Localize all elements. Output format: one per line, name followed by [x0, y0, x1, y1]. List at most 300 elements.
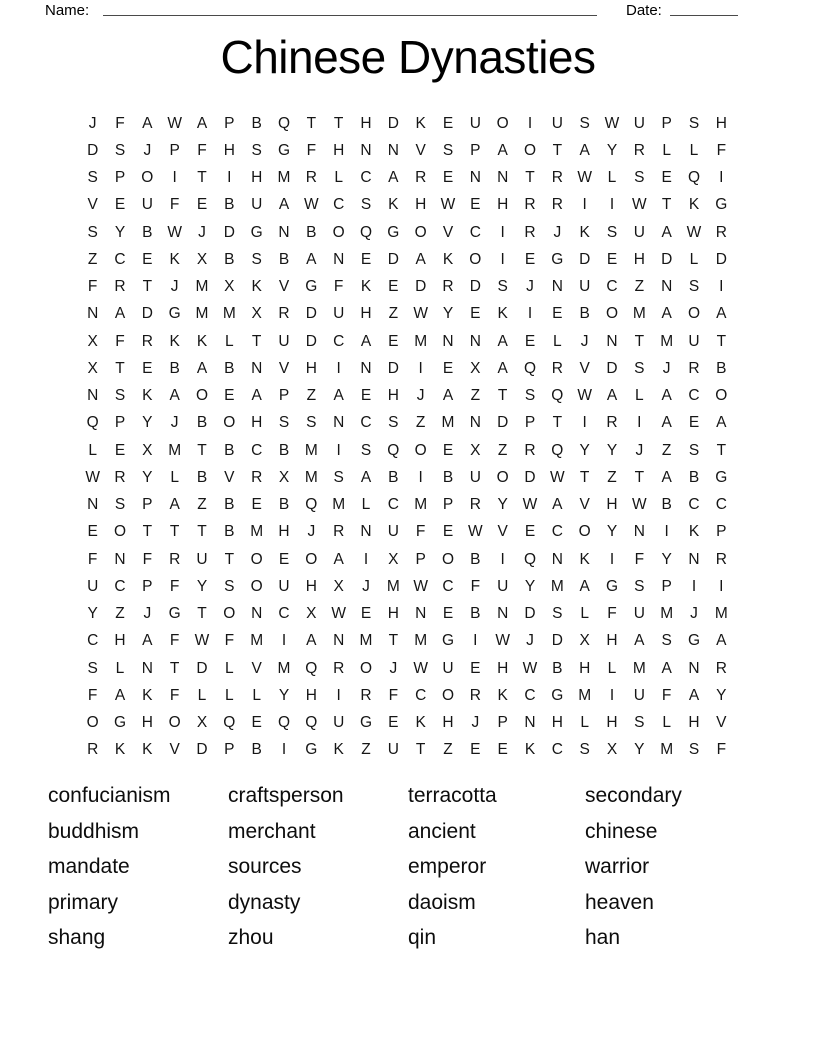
grid-cell: M	[359, 632, 373, 650]
grid-cell: N	[633, 523, 645, 541]
grid-cell: U	[442, 659, 454, 677]
grid-cell: A	[497, 359, 508, 377]
grid-cell: V	[497, 523, 508, 541]
grid-cell: Z	[415, 414, 426, 432]
grid-cell: F	[661, 686, 672, 704]
grid-cell: O	[359, 659, 373, 677]
grid-cell: W	[577, 169, 592, 187]
grid-cell: Z	[634, 278, 645, 296]
grid-cell: E	[470, 196, 481, 214]
grid-cell: S	[114, 387, 126, 405]
grid-cell: I	[582, 196, 587, 214]
grid-cell: R	[688, 359, 700, 377]
grid-cell: O	[414, 441, 427, 459]
grid-cell: V	[278, 278, 290, 296]
grid-cell: C	[469, 223, 481, 241]
grid-cell: Y	[606, 523, 618, 541]
grid-cell: I	[719, 169, 724, 187]
grid-cell: W	[495, 632, 510, 650]
grid-cell: W	[85, 468, 100, 486]
grid-cell: N	[333, 250, 345, 268]
grid-cell: G	[168, 605, 181, 623]
grid-cell: G	[551, 250, 564, 268]
grid-cell: B	[196, 414, 208, 432]
grid-cell: I	[336, 686, 341, 704]
grid-cell: K	[360, 278, 372, 296]
grid-cell: X	[142, 441, 153, 459]
grid-cell: O	[605, 305, 619, 323]
grid-cell: E	[442, 169, 454, 187]
grid-cell: M	[414, 496, 428, 514]
grid-cell: E	[114, 441, 126, 459]
grid-cell: N	[688, 659, 700, 677]
grid-cell: A	[579, 577, 590, 595]
grid-cell: D	[606, 359, 618, 377]
grid-cell: E	[470, 659, 481, 677]
word-list-column	[48, 778, 171, 956]
grid-cell: R	[87, 741, 99, 759]
grid-cell: W	[440, 196, 456, 214]
grid-cell: E	[470, 305, 481, 323]
grid-cell: Y	[634, 741, 645, 759]
grid-cell: O	[578, 523, 591, 541]
grid-cell: A	[688, 686, 700, 704]
word-list-item: daoism	[408, 890, 476, 914]
grid-cell: I	[527, 305, 533, 323]
grid-cell: N	[114, 550, 126, 568]
grid-cell: T	[197, 441, 207, 459]
grid-cell: D	[551, 632, 563, 650]
grid-cell: S	[634, 169, 645, 187]
grid-cell: N	[442, 332, 454, 350]
grid-cell: C	[114, 577, 126, 595]
grid-cell: N	[688, 550, 700, 568]
grid-cell: R	[141, 332, 153, 350]
grid-cell: S	[306, 414, 317, 432]
grid-cell: Y	[87, 605, 98, 623]
grid-cell: A	[661, 223, 672, 241]
grid-cell: S	[579, 114, 590, 132]
grid-cell: A	[579, 141, 590, 159]
grid-cell: L	[662, 141, 671, 159]
grid-cell: J	[526, 632, 534, 650]
grid-cell: T	[552, 141, 563, 159]
grid-cell: J	[170, 414, 179, 432]
grid-cell: T	[142, 278, 153, 296]
grid-cell: P	[224, 741, 235, 759]
grid-cell: M	[578, 686, 592, 704]
grid-cell: C	[551, 523, 563, 541]
grid-cell: Y	[142, 414, 153, 432]
grid-cell: S	[114, 496, 126, 514]
grid-cell: N	[360, 141, 372, 159]
grid-cell: G	[277, 141, 291, 159]
grid-cell: H	[606, 632, 618, 650]
grid-cell: K	[442, 250, 454, 268]
grid-cell: G	[387, 223, 400, 241]
grid-cell: R	[715, 550, 727, 568]
grid-cell: D	[305, 332, 317, 350]
grid-cell: N	[497, 169, 509, 187]
grid-cell: I	[527, 114, 533, 132]
grid-cell: A	[251, 387, 262, 405]
grid-cell: A	[278, 196, 290, 214]
grid-cell: I	[336, 359, 341, 377]
grid-cell: H	[497, 659, 509, 677]
grid-cell: O	[168, 714, 181, 732]
grid-cell: I	[363, 550, 369, 568]
grid-cell: S	[634, 714, 645, 732]
grid-cell: S	[251, 141, 262, 159]
grid-cell: A	[497, 332, 508, 350]
grid-cell: N	[87, 387, 99, 405]
grid-cell: R	[524, 196, 536, 214]
grid-cell: E	[278, 550, 290, 568]
grid-cell: L	[252, 686, 261, 704]
grid-cell: A	[634, 632, 645, 650]
grid-cell: N	[551, 278, 563, 296]
grid-cell: K	[142, 686, 153, 704]
grid-cell: S	[661, 632, 672, 650]
grid-cell: S	[552, 605, 563, 623]
grid-cell: W	[632, 196, 647, 214]
grid-cell: T	[716, 332, 727, 350]
grid-cell: U	[278, 332, 290, 350]
grid-cell: X	[224, 278, 235, 296]
grid-cell: W	[331, 605, 346, 623]
grid-cell: K	[388, 196, 399, 214]
grid-cell: N	[469, 332, 481, 350]
grid-cell: E	[114, 196, 126, 214]
grid-cell: J	[143, 605, 152, 623]
grid-cell: O	[223, 414, 236, 432]
grid-cell: B	[142, 223, 153, 241]
grid-cell: A	[196, 359, 208, 377]
grid-cell: K	[169, 250, 180, 268]
grid-cell: W	[604, 114, 620, 132]
grid-cell: T	[142, 523, 153, 541]
grid-cell: R	[251, 468, 263, 486]
word-list	[0, 778, 816, 968]
grid-cell: O	[86, 714, 99, 732]
grid-cell: R	[524, 441, 536, 459]
grid-cell: T	[197, 605, 207, 623]
grid-cell: A	[360, 332, 372, 350]
grid-cell: S	[579, 741, 590, 759]
grid-cell: C	[387, 496, 399, 514]
grid-cell: O	[113, 523, 127, 541]
grid-cell: J	[362, 577, 370, 595]
grid-cell: A	[661, 468, 672, 486]
grid-cell: A	[442, 387, 454, 405]
grid-cell: N	[387, 141, 399, 159]
grid-cell: B	[470, 605, 481, 623]
grid-cell: Q	[305, 659, 318, 677]
grid-cell: W	[577, 387, 592, 405]
grid-cell: R	[415, 169, 427, 187]
grid-cell: H	[141, 714, 153, 732]
grid-cell: T	[497, 387, 508, 405]
grid-cell: D	[223, 223, 235, 241]
grid-cell: F	[169, 632, 180, 650]
grid-cell: V	[251, 659, 262, 677]
grid-cell: Q	[387, 441, 400, 459]
grid-cell: U	[141, 196, 153, 214]
grid-cell: N	[524, 714, 536, 732]
grid-cell: D	[387, 250, 399, 268]
grid-cell: T	[525, 169, 535, 187]
grid-cell: J	[389, 659, 398, 677]
grid-cell: T	[415, 741, 426, 759]
name-label: Name:	[45, 2, 90, 19]
grid-cell: A	[661, 659, 672, 677]
word-list-item: confucianism	[48, 784, 171, 807]
grid-cell: D	[415, 278, 427, 296]
grid-cell: C	[524, 686, 536, 704]
grid-cell: S	[360, 196, 372, 214]
word-list-item: buddhism	[48, 819, 140, 843]
grid-cell: S	[688, 114, 700, 132]
grid-cell: M	[386, 577, 400, 595]
grid-cell: A	[169, 496, 180, 514]
grid-cell: R	[715, 659, 727, 677]
grid-cell: A	[142, 114, 153, 132]
grid-cell: Y	[606, 441, 618, 459]
grid-cell: I	[336, 441, 341, 459]
grid-cell: K	[415, 114, 426, 132]
grid-cell: H	[606, 496, 618, 514]
grid-cell: S	[688, 278, 700, 296]
grid-cell: X	[579, 632, 590, 650]
grid-cell: V	[415, 141, 426, 159]
grid-cell: U	[196, 550, 208, 568]
grid-cell: V	[579, 359, 590, 377]
grid-cell: A	[415, 250, 426, 268]
grid-cell: W	[413, 305, 428, 323]
grid-cell: T	[169, 523, 180, 541]
grid-cell: H	[579, 659, 591, 677]
grid-cell: C	[606, 278, 618, 296]
grid-cell: Z	[197, 496, 207, 514]
grid-cell: E	[442, 441, 454, 459]
grid-cell: M	[714, 605, 728, 623]
grid-cell: V	[716, 714, 727, 732]
grid-cell: M	[168, 441, 182, 459]
grid-cell: D	[196, 741, 208, 759]
grid-cell: Q	[277, 714, 291, 732]
grid-cell: E	[388, 714, 399, 732]
grid-cell: Z	[497, 441, 508, 459]
grid-cell: S	[688, 441, 700, 459]
grid-cell: N	[141, 659, 153, 677]
grid-cell: F	[169, 196, 180, 214]
grid-cell: T	[224, 550, 235, 568]
grid-cell: E	[661, 169, 672, 187]
grid-cell: D	[387, 114, 399, 132]
grid-cell: W	[304, 196, 319, 214]
grid-cell: Y	[524, 577, 536, 595]
grid-cell: I	[500, 250, 505, 268]
grid-cell: F	[87, 550, 98, 568]
grid-cell: E	[251, 496, 262, 514]
grid-cell: I	[281, 632, 287, 650]
grid-cell: G	[168, 305, 181, 323]
grid-cell: E	[470, 741, 481, 759]
grid-cell: H	[387, 605, 399, 623]
grid-cell: N	[360, 359, 372, 377]
grid-cell: P	[142, 496, 153, 514]
grid-cell: F	[716, 141, 727, 159]
grid-cell: P	[415, 550, 426, 568]
grid-cell: X	[388, 550, 399, 568]
grid-cell: C	[333, 332, 345, 350]
grid-cell: Z	[443, 741, 453, 759]
grid-cell: X	[87, 359, 98, 377]
grid-cell: E	[442, 114, 454, 132]
word-list-item: ancient	[408, 819, 476, 843]
grid-cell: C	[442, 577, 454, 595]
grid-cell: S	[224, 577, 235, 595]
grid-cell: O	[469, 250, 482, 268]
grid-cell: D	[715, 250, 727, 268]
grid-cell: S	[251, 250, 262, 268]
grid-cell: J	[635, 441, 644, 459]
grid-cell: Z	[361, 741, 371, 759]
grid-cell: D	[469, 278, 481, 296]
grid-cell: V	[87, 196, 98, 214]
grid-cell: F	[634, 550, 645, 568]
grid-cell: M	[414, 332, 428, 350]
grid-cell: X	[306, 605, 317, 623]
grid-cell: I	[582, 414, 587, 432]
grid-cell: L	[662, 714, 671, 732]
grid-cell: E	[196, 196, 208, 214]
grid-cell: G	[441, 632, 455, 650]
grid-cell: H	[114, 632, 126, 650]
grid-cell: T	[251, 332, 262, 350]
grid-cell: I	[719, 278, 724, 296]
grid-cell: W	[167, 114, 182, 132]
grid-cell: M	[632, 659, 646, 677]
grid-cell: D	[87, 141, 99, 159]
grid-cell: M	[414, 632, 428, 650]
grid-cell: H	[415, 196, 427, 214]
grid-cell: M	[632, 305, 646, 323]
grid-cell: B	[224, 441, 235, 459]
grid-cell: Q	[551, 441, 564, 459]
grid-cell: P	[169, 141, 180, 159]
grid-cell: B	[224, 359, 235, 377]
grid-cell: T	[197, 523, 207, 541]
grid-cell: R	[114, 468, 126, 486]
grid-cell: Z	[661, 441, 672, 459]
grid-cell: V	[169, 741, 180, 759]
grid-cell: T	[634, 468, 645, 486]
grid-cell: B	[388, 468, 399, 486]
grid-cell: Q	[277, 114, 291, 132]
grid-cell: H	[360, 114, 372, 132]
grid-cell: A	[306, 632, 317, 650]
grid-cell: D	[661, 250, 673, 268]
grid-cell: H	[606, 714, 618, 732]
grid-cell: K	[579, 550, 590, 568]
grid-cell: G	[305, 741, 318, 759]
grid-cell: Q	[523, 359, 537, 377]
grid-cell: O	[332, 223, 345, 241]
grid-cell: E	[224, 387, 235, 405]
grid-cell: Q	[305, 714, 318, 732]
grid-cell: R	[333, 659, 345, 677]
word-list-item: shang	[48, 926, 106, 950]
grid-cell: E	[442, 359, 454, 377]
grid-cell: N	[278, 223, 290, 241]
grid-cell: F	[87, 686, 98, 704]
grid-cell: P	[442, 496, 454, 514]
grid-cell: L	[225, 686, 234, 704]
grid-cell: K	[497, 305, 508, 323]
grid-cell: Z	[87, 250, 98, 268]
grid-cell: C	[333, 196, 345, 214]
grid-cell: U	[87, 577, 99, 595]
grid-cell: E	[360, 250, 372, 268]
grid-cell: U	[251, 196, 263, 214]
grid-cell: W	[522, 496, 538, 514]
grid-cell: C	[360, 169, 372, 187]
grid-cell: B	[470, 550, 481, 568]
grid-cell: Z	[470, 387, 481, 405]
grid-cell: H	[333, 141, 345, 159]
grid-cell: F	[224, 632, 235, 650]
grid-cell: O	[687, 305, 701, 323]
grid-cell: K	[497, 686, 508, 704]
grid-cell: I	[609, 686, 615, 704]
grid-cell: B	[688, 468, 700, 486]
grid-cell: A	[606, 387, 618, 405]
grid-cell: T	[169, 659, 180, 677]
word-list-item: emperor	[408, 855, 487, 879]
grid-cell: N	[251, 605, 263, 623]
grid-cell: G	[305, 278, 318, 296]
grid-cell: M	[195, 278, 209, 296]
grid-cell: C	[251, 441, 263, 459]
grid-cell: U	[633, 686, 645, 704]
grid-cell: P	[470, 141, 481, 159]
grid-cell: W	[686, 223, 702, 241]
grid-cell: C	[715, 496, 727, 514]
grid-cell: M	[550, 577, 564, 595]
word-list-item: han	[585, 926, 621, 950]
grid-cell: P	[114, 169, 126, 187]
grid-cell: R	[305, 169, 317, 187]
grid-cell: L	[88, 441, 97, 459]
grid-cell: G	[715, 196, 728, 214]
grid-cell: E	[606, 250, 618, 268]
grid-cell: M	[304, 441, 318, 459]
grid-cell: D	[579, 250, 591, 268]
grid-cell: A	[196, 114, 208, 132]
grid-cell: Y	[196, 577, 208, 595]
grid-cell: N	[661, 278, 673, 296]
grid-cell: J	[143, 141, 152, 159]
grid-cell: Y	[114, 223, 126, 241]
grid-cell: F	[388, 686, 399, 704]
grid-cell: B	[251, 114, 262, 132]
grid-cell: L	[635, 387, 644, 405]
grid-cell: A	[142, 632, 153, 650]
grid-cell: Q	[523, 550, 537, 568]
grid-cell: X	[606, 741, 618, 759]
grid-cell: S	[688, 741, 700, 759]
